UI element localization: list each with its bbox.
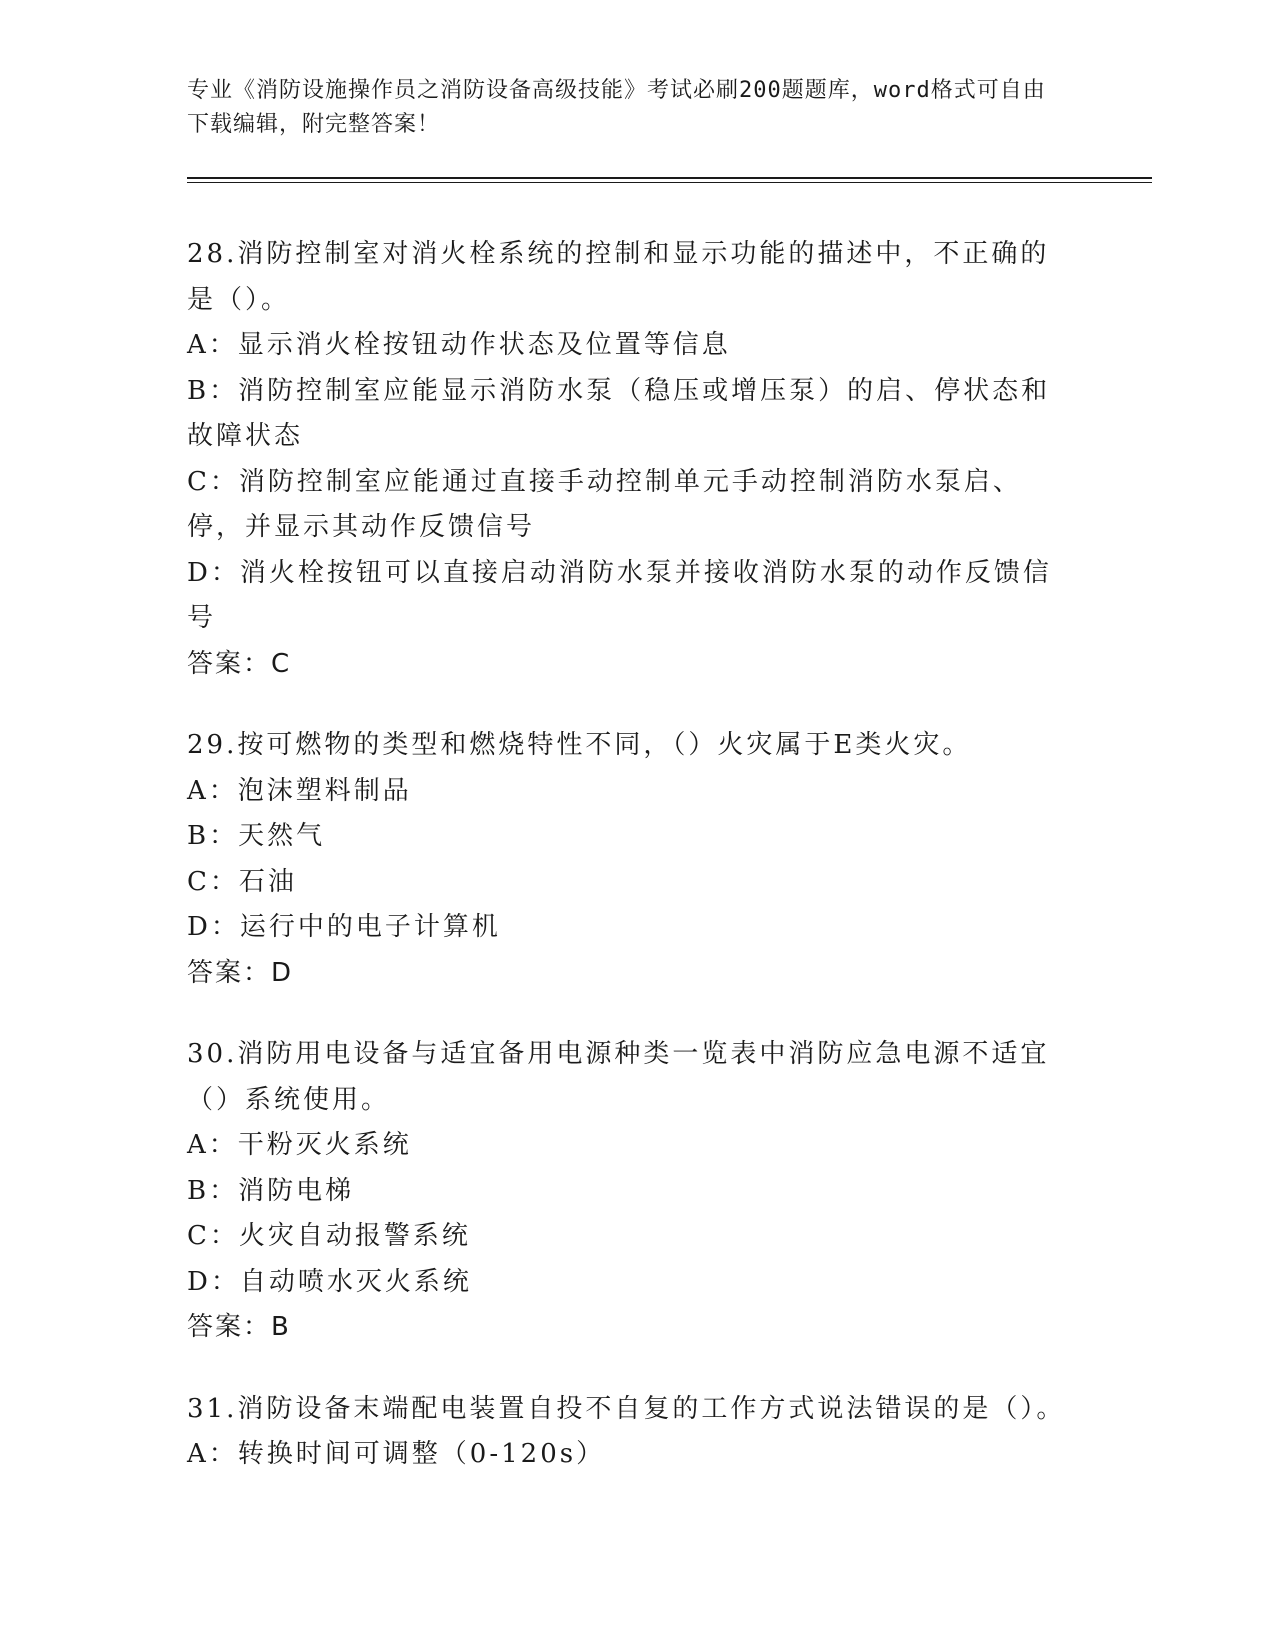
document-header: 专业《消防设施操作员之消防设备高级技能》考试必刷200题题库，word格式可自由下载编辑，附完整答案！ xyxy=(187,78,1046,137)
option-c: C：火灾自动报警系统 xyxy=(187,1221,471,1251)
option-d: D：自动喷水灭火系统 xyxy=(187,1266,472,1297)
header-divider-thick xyxy=(187,177,1152,179)
answer-label: 答案：D xyxy=(187,957,294,988)
option-a: A：泡沫塑料制品 xyxy=(187,775,412,806)
option-c: C：消防控制室应能通过直接手动控制单元手动控制消防水泵启、停，并显示其动作反馈信号 xyxy=(187,466,1022,542)
option-a: A：转换时间可调整（0-120s） xyxy=(187,1439,606,1469)
option-d: D：运行中的电子计算机 xyxy=(187,912,501,942)
option-b: B：消防电梯 xyxy=(187,1175,355,1206)
question-29 xyxy=(187,723,1087,996)
option-b: B：天然气 xyxy=(187,821,326,851)
question-stem: 30.消防用电设备与适宜备用电源种类一览表中消防应急电源不适宜（）系统使用。 xyxy=(187,1039,1050,1115)
option-d: D：消火栓按钮可以直接启动消防水泵并接收消防水泵的动作反馈信号 xyxy=(187,557,1052,633)
option-b: B：消防控制室应能显示消防水泵（稳压或增压泵）的启、停状态和故障状态 xyxy=(187,375,1051,451)
question-stem: 29.按可燃物的类型和燃烧特性不同，（）火灾属于E类火灾。 xyxy=(187,730,972,760)
question-stem: 28.消防控制室对消火栓系统的控制和显示功能的描述中，不正确的是（）。 xyxy=(187,239,1050,315)
option-a: A：干粉灭火系统 xyxy=(187,1130,412,1160)
question-30 xyxy=(187,1032,1087,1351)
question-28 xyxy=(187,232,1087,687)
answer-label: 答案：B xyxy=(187,1312,291,1342)
option-c: C：石油 xyxy=(187,866,297,897)
option-a: A：显示消火栓按钮动作状态及位置等信息 xyxy=(187,330,731,360)
header-divider-thin xyxy=(187,182,1152,183)
question-stem: 31.消防设备末端配电装置自投不自复的工作方式说法错误的是（）。 xyxy=(187,1393,1066,1424)
answer-label: 答案：C xyxy=(187,648,292,679)
question-list xyxy=(187,232,1087,1514)
question-31 xyxy=(187,1387,1087,1478)
